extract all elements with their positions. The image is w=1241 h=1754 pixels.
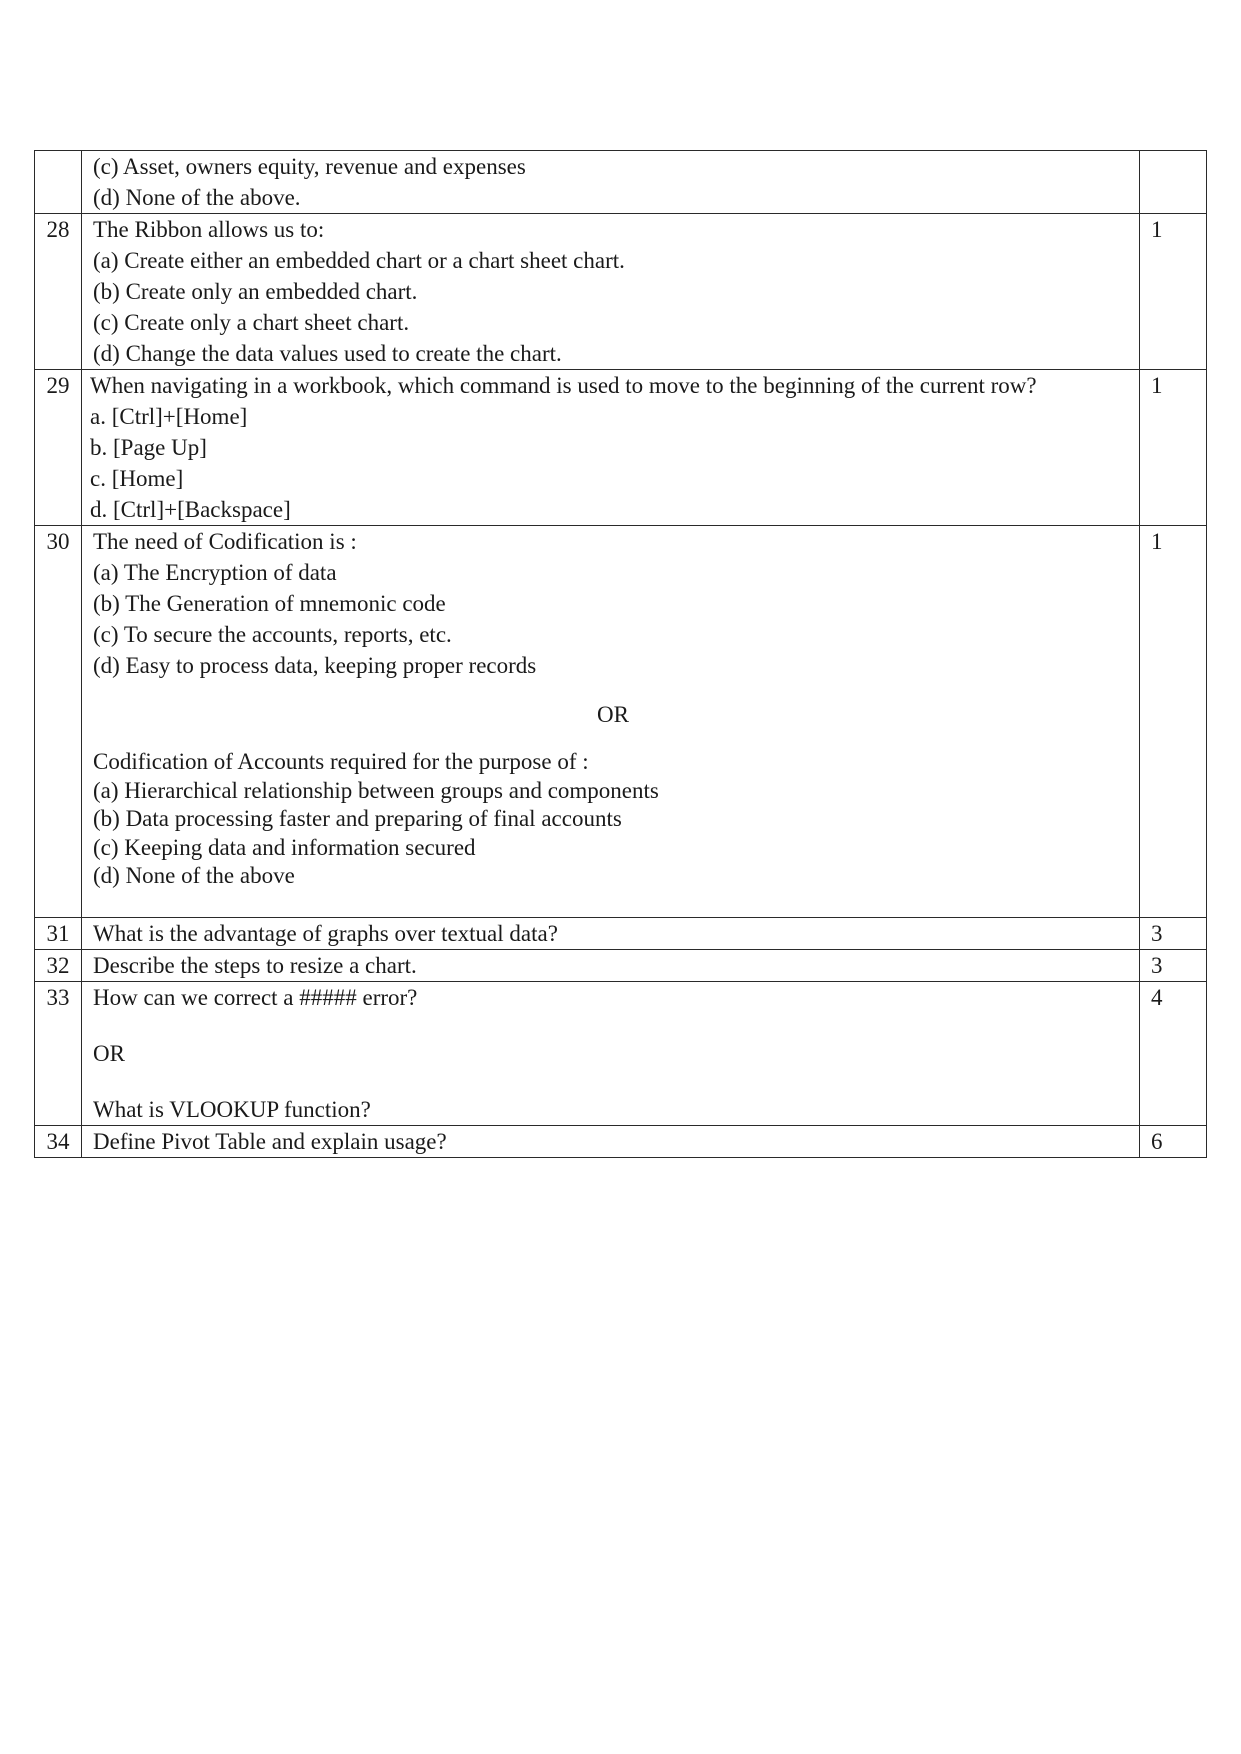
question-marks: 1 (1140, 214, 1207, 370)
question-marks (1140, 151, 1207, 214)
option-line: (a) Create either an embedded chart or a chart sheet chart. (93, 248, 625, 273)
question-number: 29 (35, 370, 82, 526)
question-marks: 3 (1140, 917, 1207, 949)
option-line: (d) Easy to process data, keeping proper records (93, 653, 537, 678)
question-text (82, 1125, 1140, 1157)
table-row (35, 526, 1207, 918)
option-line: (c) To secure the accounts, reports, etc. (93, 622, 452, 647)
option-line: (a) The Encryption of data (93, 560, 337, 585)
question-marks: 1 (1140, 370, 1207, 526)
question-number: 32 (35, 949, 82, 981)
question-marks: 1 (1140, 526, 1207, 918)
question-stem: What is the advantage of graphs over textual data? (93, 920, 558, 946)
option-line: (c) Create only a chart sheet chart. (93, 310, 410, 335)
option-line: b. [Page Up] (90, 435, 207, 460)
option-line: c. [Home] (90, 466, 184, 491)
table-row (35, 214, 1207, 370)
question-stem: Codification of Accounts required for the purpose of : (93, 749, 589, 774)
question-number: 33 (35, 981, 82, 1125)
question-text (82, 214, 1140, 370)
question-stem: Describe the steps to resize a chart. (93, 952, 417, 978)
question-number: 28 (35, 214, 82, 370)
option-line: (b) Create only an embedded chart. (93, 279, 418, 304)
question-text (82, 917, 1140, 949)
or-separator: OR (93, 1040, 125, 1066)
option-line: (c) Keeping data and information secured (93, 834, 476, 860)
option-line: (d) None of the above. (93, 185, 301, 210)
question-text (82, 526, 1140, 918)
question-stem: Define Pivot Table and explain usage? (93, 1128, 447, 1154)
option-line: (b) Data processing faster and preparing of final accounts (93, 806, 622, 831)
table-row (35, 1125, 1207, 1157)
table-row (35, 151, 1207, 214)
option-line: (c) Asset, owners equity, revenue and expenses (93, 154, 526, 179)
question-number: 30 (35, 526, 82, 918)
question-text (82, 981, 1140, 1125)
question-stem: The need of Codification is : (93, 529, 357, 554)
question-marks: 4 (1140, 981, 1207, 1125)
alternative-question (93, 748, 1133, 891)
question-number: 31 (35, 917, 82, 949)
spacer (93, 891, 1133, 917)
question-stem: What is VLOOKUP function? (93, 1096, 371, 1122)
question-stem: How can we correct a ##### error? (93, 984, 418, 1010)
question-table (34, 150, 1207, 1158)
question-marks: 3 (1140, 949, 1207, 981)
question-text (82, 151, 1140, 214)
question-number (35, 151, 82, 214)
question-stem: The Ribbon allows us to: (93, 217, 325, 242)
table-row (35, 981, 1207, 1125)
question-marks: 6 (1140, 1125, 1207, 1157)
table-row (35, 370, 1207, 526)
option-line: (a) Hierarchical relationship between groups and components (93, 777, 659, 803)
option-line: (d) None of the above (93, 863, 295, 888)
question-text (82, 949, 1140, 981)
or-separator: OR (597, 702, 629, 727)
question-text (82, 370, 1140, 526)
table-row (35, 917, 1207, 949)
table-row (35, 949, 1207, 981)
option-line: a. [Ctrl]+[Home] (90, 404, 248, 429)
question-stem: When navigating in a workbook, which command is used to move to the beginning of the current row? (90, 373, 1037, 398)
question-number: 34 (35, 1125, 82, 1157)
option-line: (b) The Generation of mnemonic code (93, 591, 446, 616)
option-line: d. [Ctrl]+[Backspace] (90, 497, 291, 522)
option-line: (d) Change the data values used to create the chart. (93, 341, 562, 366)
